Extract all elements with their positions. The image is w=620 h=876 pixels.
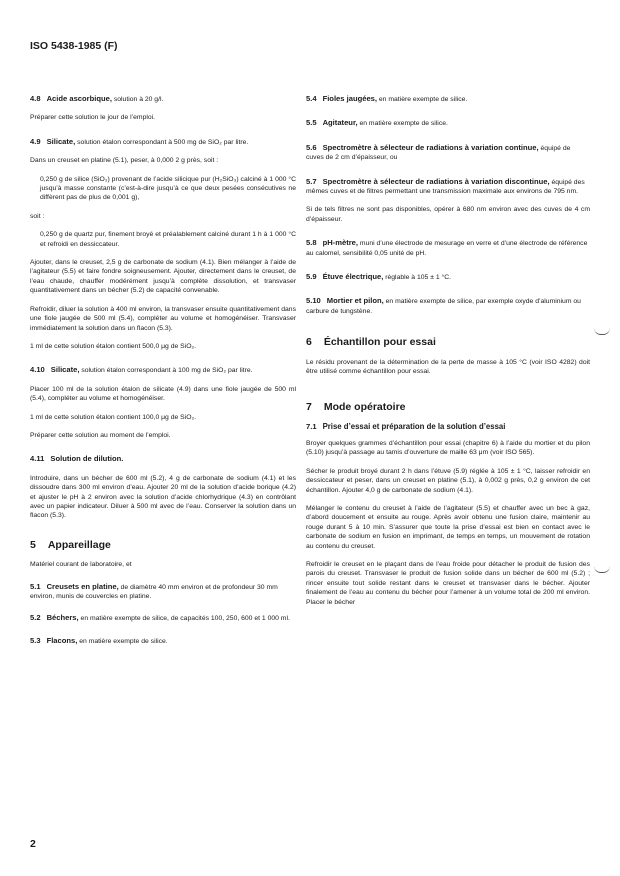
section-5-7: 5.7 Spectromètre à sélecteur de radiations à variation discontinue, équipé des mêmes cuves et de filtres permettant une transmission maximale aux environs de 795 nm. [306, 176, 585, 196]
section-4-9: 4.9 Silicate, solution étalon correspondant à 500 mg de SiO₂ par litre. [30, 136, 249, 146]
paragraph: Préparer cette solution au moment de l’emploi. [30, 431, 171, 439]
paragraph: soit : [30, 212, 45, 220]
section-5-4: 5.4 Fioles jaugées, en matière exempte de silice. [306, 94, 468, 103]
paragraph: Préparer cette solution le jour de l’emploi. [30, 114, 156, 122]
right-column [306, 94, 590, 616]
paragraph: Sécher le produit broyé durant 2 h dans l’étuve (5.9) réglée à 105 ± 1 °C, laisser refroidir en dessiccateur et peser, dans un creuset en platine (5.1), à 0,002 g près, 0,2 g environ de cet échantillon. Ajouter 4,0 g de carbonate de sodium (4.1). [306, 467, 590, 494]
paragraph: 1 ml de cette solution étalon contient 100,0 μg de SiO₂. [30, 413, 197, 421]
margin-mark [594, 566, 610, 573]
paragraph: Dans un creuset en platine (5.1), peser, à 0,000 2 g près, soit : [30, 157, 219, 165]
paragraph: Refroidir, diluer la solution à 400 ml environ, la transvaser ensuite quantitativement dans une fiole jaugée de 500 ml (5.4), compléter au volume et homogénéiser. Transvaser immédiatement la solution dans un flacon (5.3). [30, 305, 296, 332]
paragraph: Refroidir le creuset en le plaçant dans de l’eau froide pour détacher le produit de fusion des parois du creuset. Transvaser le produit de fusion solide dans un bécher de 600 ml (5.2) ; rincer ensuite tout solide restant dans le creuset et transvaser dans le bécher. Ajouter finalement de l’eau au contenu du bécher pour l’amener à un volume total de 200 ml environ. Placer le bécher [306, 560, 590, 606]
section-5-3: 5.3 Flacons, en matière exempte de silice. [30, 635, 168, 645]
section-5-1: 5.1 Creusets en platine, de diamètre 40 mm environ et de profondeur 30 mm environ, munis de couvercles en platine. [30, 581, 278, 600]
chapter-7-heading: 7 Mode opératoire [306, 400, 406, 413]
section-4-8: 4.8 Acide ascorbique, solution à 20 g/l. [30, 94, 164, 103]
section-4-10: 4.10 Silicate, solution étalon correspondant à 100 mg de SiO₂ par litre. [30, 365, 253, 375]
section-5-8: 5.8 pH-mètre, muni d’une électrode de mesurage en verre et d’une électrode de référence au calomel, sensibilité 0,05 unité de pH. [306, 238, 588, 257]
margin-mark [594, 328, 610, 335]
page-number: 2 [30, 838, 36, 850]
section-5-6: 5.6 Spectromètre à sélecteur de radiations à variation continue, équipé de cuves de 2 cm d’épaisseur, ou [306, 142, 571, 162]
section-5-9: 5.9 Étuve électrique, réglable à 105 ± 1 °C. [306, 272, 452, 282]
paragraph: Placer 100 ml de la solution étalon de silicate (4.9) dans une fiole jaugée de 500 ml (5.4), compléter au volume et homogénéiser. [30, 385, 296, 403]
paragraph: 0,250 g de silice (SiO₂) provenant de l’acide silicique pur (H₂SiO₃) calciné à 1 000 °C jusqu’à masse constante (c’est-à-dire jusqu’à ce que deux pesées consécutives ne diffèrent pas de plus de 0,001 g), [40, 175, 296, 202]
paragraph: Ajouter, dans le creuset, 2,5 g de carbonate de sodium (4.1). Bien mélanger à l’aide de l’agitateur (5.5) et faire fondre soigneusement. Ajouter, directement dans le creuset, de l’eau chaude, chauffer modérément jusqu’à complète dissolution, et transvaser quantitativement dans un bécher (5.2) de capacité convenable. [30, 259, 296, 295]
section-7-1: 7.1 Prise d’essai et préparation de la solution d’essai [306, 421, 506, 431]
left-column [30, 94, 296, 655]
paragraph: Introduire, dans un bécher de 600 ml (5.2), 4 g de carbonate de sodium (4.1) et les dissoudre dans 300 ml environ d’eau. Ajouter 20 ml de la solution d’acide borique (4.2) et ajuster le pH à 2 environ avec la solution d’acide chlorhydrique (4.3) en contrôlant avec un papier indicateur. Diluer à 500 ml avec de l’eau. Conserver la solution dans un flacon (5.3). [30, 474, 296, 520]
document-header: ISO 5438-1985 (F) [30, 40, 118, 52]
section-4-11: 4.11 Solution de dilution. [30, 454, 124, 464]
paragraph: 0,250 g de quartz pur, finement broyé et préalablement calciné durant 1 h à 1 000 °C et refroidi en dessiccateur. [40, 231, 296, 248]
paragraph: 1 ml de cette solution étalon contient 500,0 μg de SiO₂. [30, 342, 197, 350]
paragraph: Mélanger le contenu du creuset à l’aide de l’agitateur (5.5) et chauffer avec un bec à gaz, d’abord doucement et ensuite au rouge. Après avoir obtenu une fusion claire, maintenir au rouge durant 5 à 10 min. S’assurer que toute la prise d’essai est bien en contact avec le carbonate de sodium en fusion en imprimant, de temps en temps, un mouvement de rotation au contenu du creuset. [306, 504, 590, 550]
paragraph: Le résidu provenant de la détermination de la perte de masse à 105 °C (voir ISO 4282) doit être utilisé comme échantillon pour essai. [306, 358, 590, 376]
section-5-10: 5.10 Mortier et pilon, en matière exempte de silice, par exemple oxyde d’aluminium ou carbure de tungstène. [306, 296, 581, 315]
paragraph: Matériel courant de laboratoire, et [30, 561, 132, 569]
chapter-6-heading: 6 Échantillon pour essai [306, 336, 436, 349]
section-5-5: 5.5 Agitateur, en matière exempte de silice. [306, 118, 448, 128]
paragraph: Broyer quelques grammes d’échantillon pour essai (chapitre 6) à l’aide du mortier et du pilon (5.10) jusqu’à passage au tamis d’ouverture de maille 63 μm (voir ISO 565). [306, 439, 590, 457]
chapter-5-heading: 5 Appareillage [30, 538, 111, 551]
paragraph: Si de tels filtres ne sont pas disponibles, opérer à 680 nm environ avec des cuves de 4 cm d’épaisseur. [306, 206, 590, 223]
section-5-2: 5.2 Béchers, en matière exempte de silice, de capacités 100, 250, 600 et 1 000 ml. [30, 613, 290, 623]
